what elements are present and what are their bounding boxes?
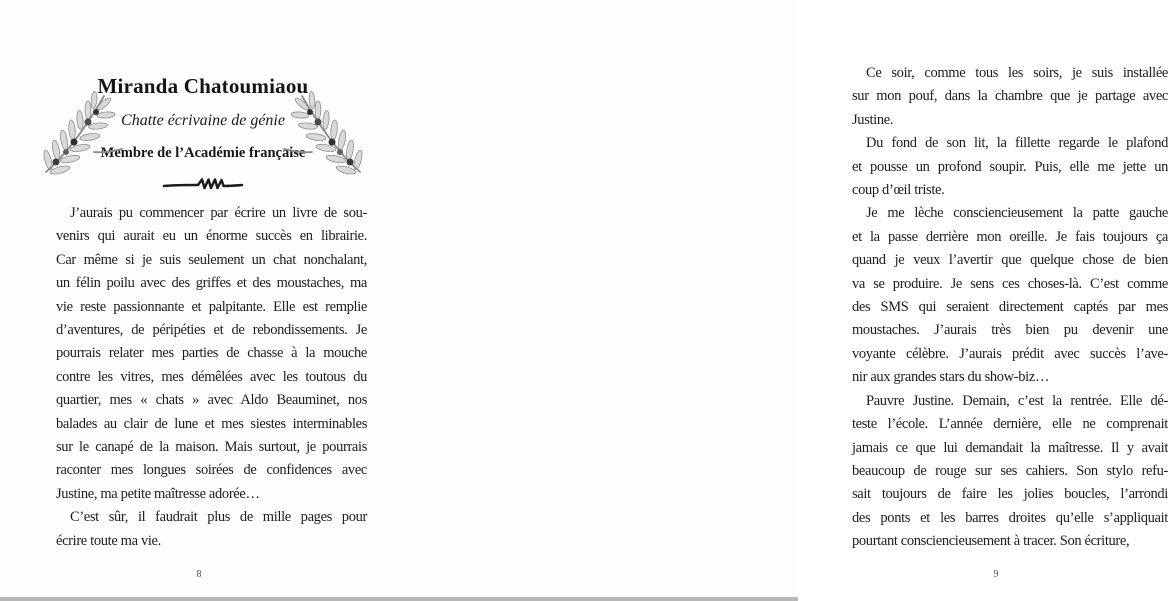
text-line: et la passe derrière mon oreille. Je fais toujours ça bbox=[852, 228, 1168, 245]
right-page-text bbox=[852, 62, 1168, 554]
olive-branch-icon bbox=[36, 82, 122, 178]
paragraph bbox=[852, 132, 1168, 202]
text-line: Car même si je suis seulement un chat nonchalant, bbox=[56, 251, 367, 268]
text-line: Du fond de son lit, la fillette regarde le plafond bbox=[866, 135, 1168, 152]
page-right bbox=[399, 0, 1168, 601]
text-line: venirs qui aurait eu un énorme succès en librairie. bbox=[56, 228, 367, 245]
page-number-right: 9 bbox=[993, 569, 999, 580]
text-line: va se produire. Je sens ces choses-là. C’est comme bbox=[852, 275, 1168, 292]
text-line: balades au clair de lune et mes siestes interminables bbox=[56, 415, 367, 432]
author-affiliation: Membre de l’Académie française bbox=[100, 145, 306, 161]
text-line: raconter mes longues soirées de confidences avec bbox=[56, 462, 367, 479]
page-number-left: 8 bbox=[196, 569, 202, 580]
text-line: d’aventures, de péripéties et de rebondissements. Je bbox=[56, 322, 367, 339]
text-line: sait toujours de faire les jolies boucles, l’arrondi bbox=[852, 486, 1168, 503]
text-line: des ponts et les barres droites qu’elle s’appliquait bbox=[852, 509, 1168, 526]
paragraph bbox=[56, 506, 367, 553]
squiggle-divider-icon bbox=[36, 176, 370, 194]
text-line: pourrais relater mes parties de chasse à la mouche bbox=[56, 345, 367, 362]
text-line: pourtant consciencieusement à tracer. Son écriture, bbox=[852, 533, 1130, 550]
chapter-header bbox=[36, 74, 370, 194]
text-line: C’est sûr, il faudrait plus de mille pages pour bbox=[70, 509, 367, 526]
text-line: voyante célèbre. J’aurais prédit avec succès l’ave- bbox=[852, 345, 1168, 362]
text-line: contre les vitres, mes démêlées avec les toutous du bbox=[56, 368, 367, 385]
text-line: sur le canapé de la maison. Mais surtout, je pourrais bbox=[56, 439, 367, 456]
text-line: nir aux grandes stars du show-biz… bbox=[852, 369, 1050, 386]
paragraph bbox=[56, 202, 367, 506]
text-line: Je me lèche consciencieusement la patte gauche bbox=[866, 205, 1168, 222]
text-line: beaucoup de rouge sur ses cahiers. Son stylo refu- bbox=[852, 462, 1168, 479]
text-line: et pousse un profond soupir. Puis, elle me jette un bbox=[852, 158, 1168, 175]
text-line: un félin poilu avec des griffes et des moustaches, ma bbox=[56, 275, 367, 292]
text-line: J’aurais pu commencer par écrire un livre de sou- bbox=[70, 205, 367, 221]
text-line: quand je veux l’avertir que quelque chose de bien bbox=[852, 252, 1168, 269]
text-line: écrire toute ma vie. bbox=[56, 532, 161, 549]
text-line: Justine. bbox=[852, 111, 894, 128]
paragraph bbox=[852, 62, 1168, 132]
text-line: Ce soir, comme tous les soirs, je suis installée bbox=[866, 65, 1168, 81]
text-line: moustaches. J’aurais très bien pu devenir une bbox=[852, 322, 1168, 339]
text-line: Pauvre Justine. Demain, c’est la rentrée. Elle dé- bbox=[866, 392, 1168, 409]
text-line: quartier, mes « chats » avec Aldo Beauminet, nos bbox=[56, 392, 367, 409]
text-line: jamais ce que lui demandait la maîtresse. Il y avait bbox=[852, 439, 1168, 456]
text-line: coup d’œil triste. bbox=[852, 182, 945, 199]
text-line: sur mon pouf, dans la chambre que je partage avec bbox=[852, 88, 1168, 105]
paragraph bbox=[852, 390, 1168, 554]
paragraph bbox=[852, 202, 1168, 389]
text-line: des SMS qui seraient directement captés par mes bbox=[852, 299, 1168, 316]
text-line: teste l’école. L’année dernière, elle ne comprenait bbox=[852, 416, 1168, 433]
text-line: Justine, ma petite maîtresse adorée… bbox=[56, 485, 260, 502]
olive-branch-icon bbox=[284, 82, 370, 178]
text-line: vie reste passionnante et palpitante. Elle est remplie bbox=[56, 298, 367, 315]
author-subtitle: Chatte écrivaine de génie bbox=[121, 112, 285, 129]
page-left bbox=[0, 0, 399, 601]
bottom-edge-line bbox=[0, 597, 798, 601]
left-page-text bbox=[56, 202, 367, 553]
author-name: Miranda Chatoumiaou bbox=[97, 74, 309, 98]
